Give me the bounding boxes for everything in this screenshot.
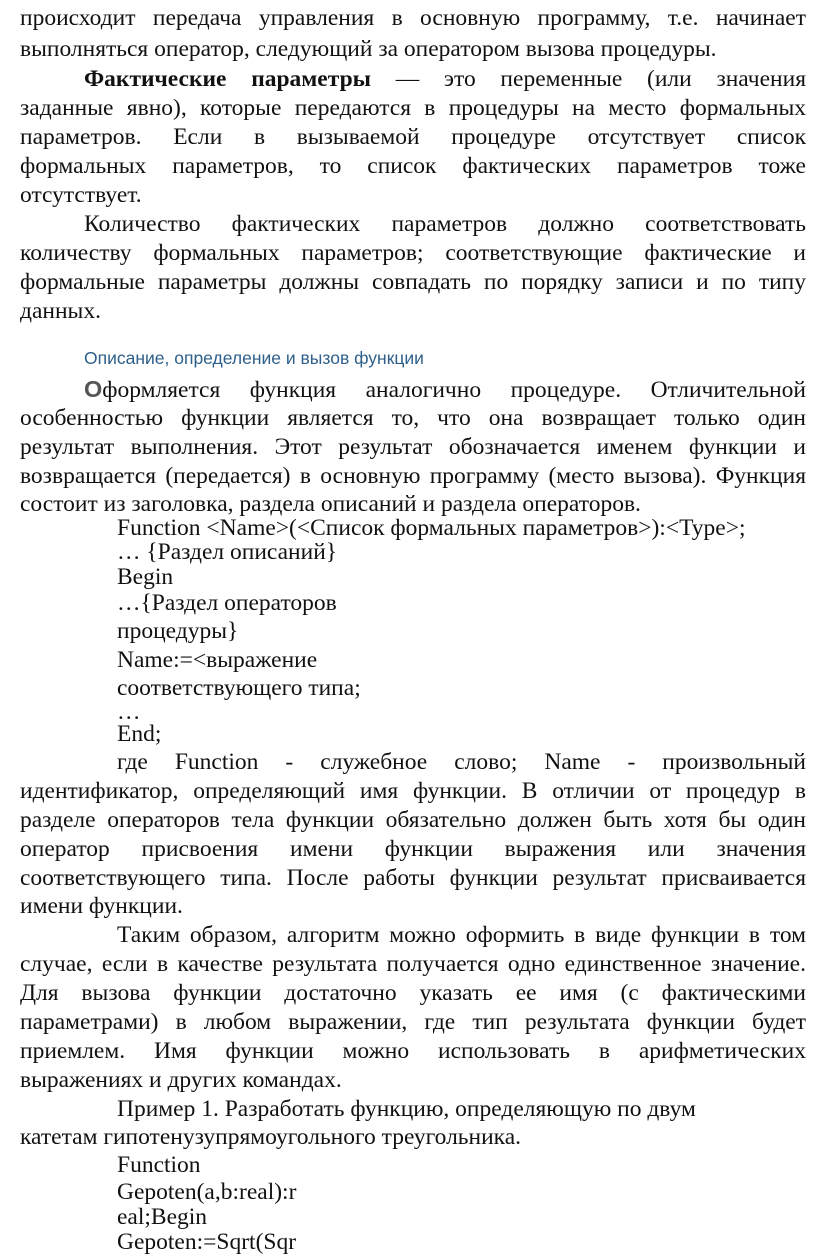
code-line: Gepoten(a,b:real):r xyxy=(117,1179,297,1205)
text-line: приемлем. Имя функции можно использовать в арифметических xyxy=(20,1038,806,1064)
code-line: … xyxy=(117,699,141,725)
code-line: соответствующего типа; xyxy=(117,675,361,701)
text-line: особенностью функции является то, что она возвращает только один xyxy=(20,405,806,431)
text-line: отсутствует. xyxy=(20,182,142,208)
section-heading: Описание, определение и вызов функции xyxy=(84,348,424,368)
code-line: Function <Name>(<Список формальных параметров>):<Type>; xyxy=(117,515,746,541)
code-line: End; xyxy=(117,721,162,747)
text-line: возвращается (передается) в основную программу (место вызова). Функция xyxy=(20,463,806,489)
text-line: формальные параметры должны совпадать по порядку записи и по типу xyxy=(20,269,806,295)
text-line: Количество фактических параметров должно соответствовать xyxy=(84,211,806,237)
text-line: Таким образом, алгоритм можно оформить в виде функции в том xyxy=(117,922,806,948)
text-line: параметрами) в любом выражении, где тип результата функции будет xyxy=(20,1009,806,1035)
text-line: случае, если в качестве результата получается одно единственное значение. xyxy=(20,951,806,977)
text-line: результат выполнения. Этот результат обозначается именем функции и xyxy=(20,434,806,460)
drop-cap: О xyxy=(84,376,103,402)
text-line: имени функции. xyxy=(20,893,183,919)
text-line: формальных параметров, то список фактических параметров тоже xyxy=(20,153,806,179)
code-line: Gepoten:=Sqrt(Sqr xyxy=(117,1229,297,1255)
term-bold: Фактические параметры xyxy=(84,66,371,92)
text-line: оператор присвоения имени функции выражения или значения xyxy=(20,836,806,862)
text-line: данных. xyxy=(20,298,101,324)
text-line: заданные явно), которые передаются в процедуры на место формальных xyxy=(20,95,806,121)
code-line: Name:=<выражение xyxy=(117,647,318,673)
code-line: Begin xyxy=(117,564,174,590)
text-line: выражениях и других командах. xyxy=(20,1067,342,1093)
text-line: происходит передача управления в основную программу, т.е. начинает xyxy=(20,5,806,31)
code-line: …{Раздел операторов xyxy=(117,590,337,616)
code-line: процедуры} xyxy=(117,618,239,644)
text-line: Оформляется функция аналогично процедуре. Отличительной xyxy=(84,376,806,403)
text-line: состоит из заголовка, раздела описаний и раздела операторов. xyxy=(20,491,641,517)
text-line: где Function - служебное слово; Name - произвольный xyxy=(117,749,806,775)
text-line: идентификатор, определяющий имя функции. В отличии от процедур в xyxy=(20,778,806,804)
code-line: eal;Begin xyxy=(117,1204,208,1230)
text-line: соответствующего типа. После работы функции результат присваивается xyxy=(20,865,806,891)
text-line: Фактические параметры — это переменные (или значения xyxy=(84,66,806,92)
text-line: Для вызова функции достаточно указать ее имя (с фактическими xyxy=(20,980,806,1006)
text-line: выполняться оператор, следующий за оператором вызова процедуры. xyxy=(20,36,717,62)
code-line: … {Раздел описаний} xyxy=(117,539,338,565)
code-line: Function xyxy=(117,1152,201,1178)
text-line: количеству формальных параметров; соответствующие фактические и xyxy=(20,240,806,266)
text-line: разделе операторов тела функции обязательно должен быть хотя бы один xyxy=(20,807,806,833)
text-line: параметров. Если в вызываемой процедуре отсутствует список xyxy=(20,124,806,150)
example-title: Пример 1. Разработать функцию, определяющую по двум xyxy=(117,1096,696,1122)
text-line: катетам гипотенузупрямоугольного треугольника. xyxy=(20,1124,522,1150)
